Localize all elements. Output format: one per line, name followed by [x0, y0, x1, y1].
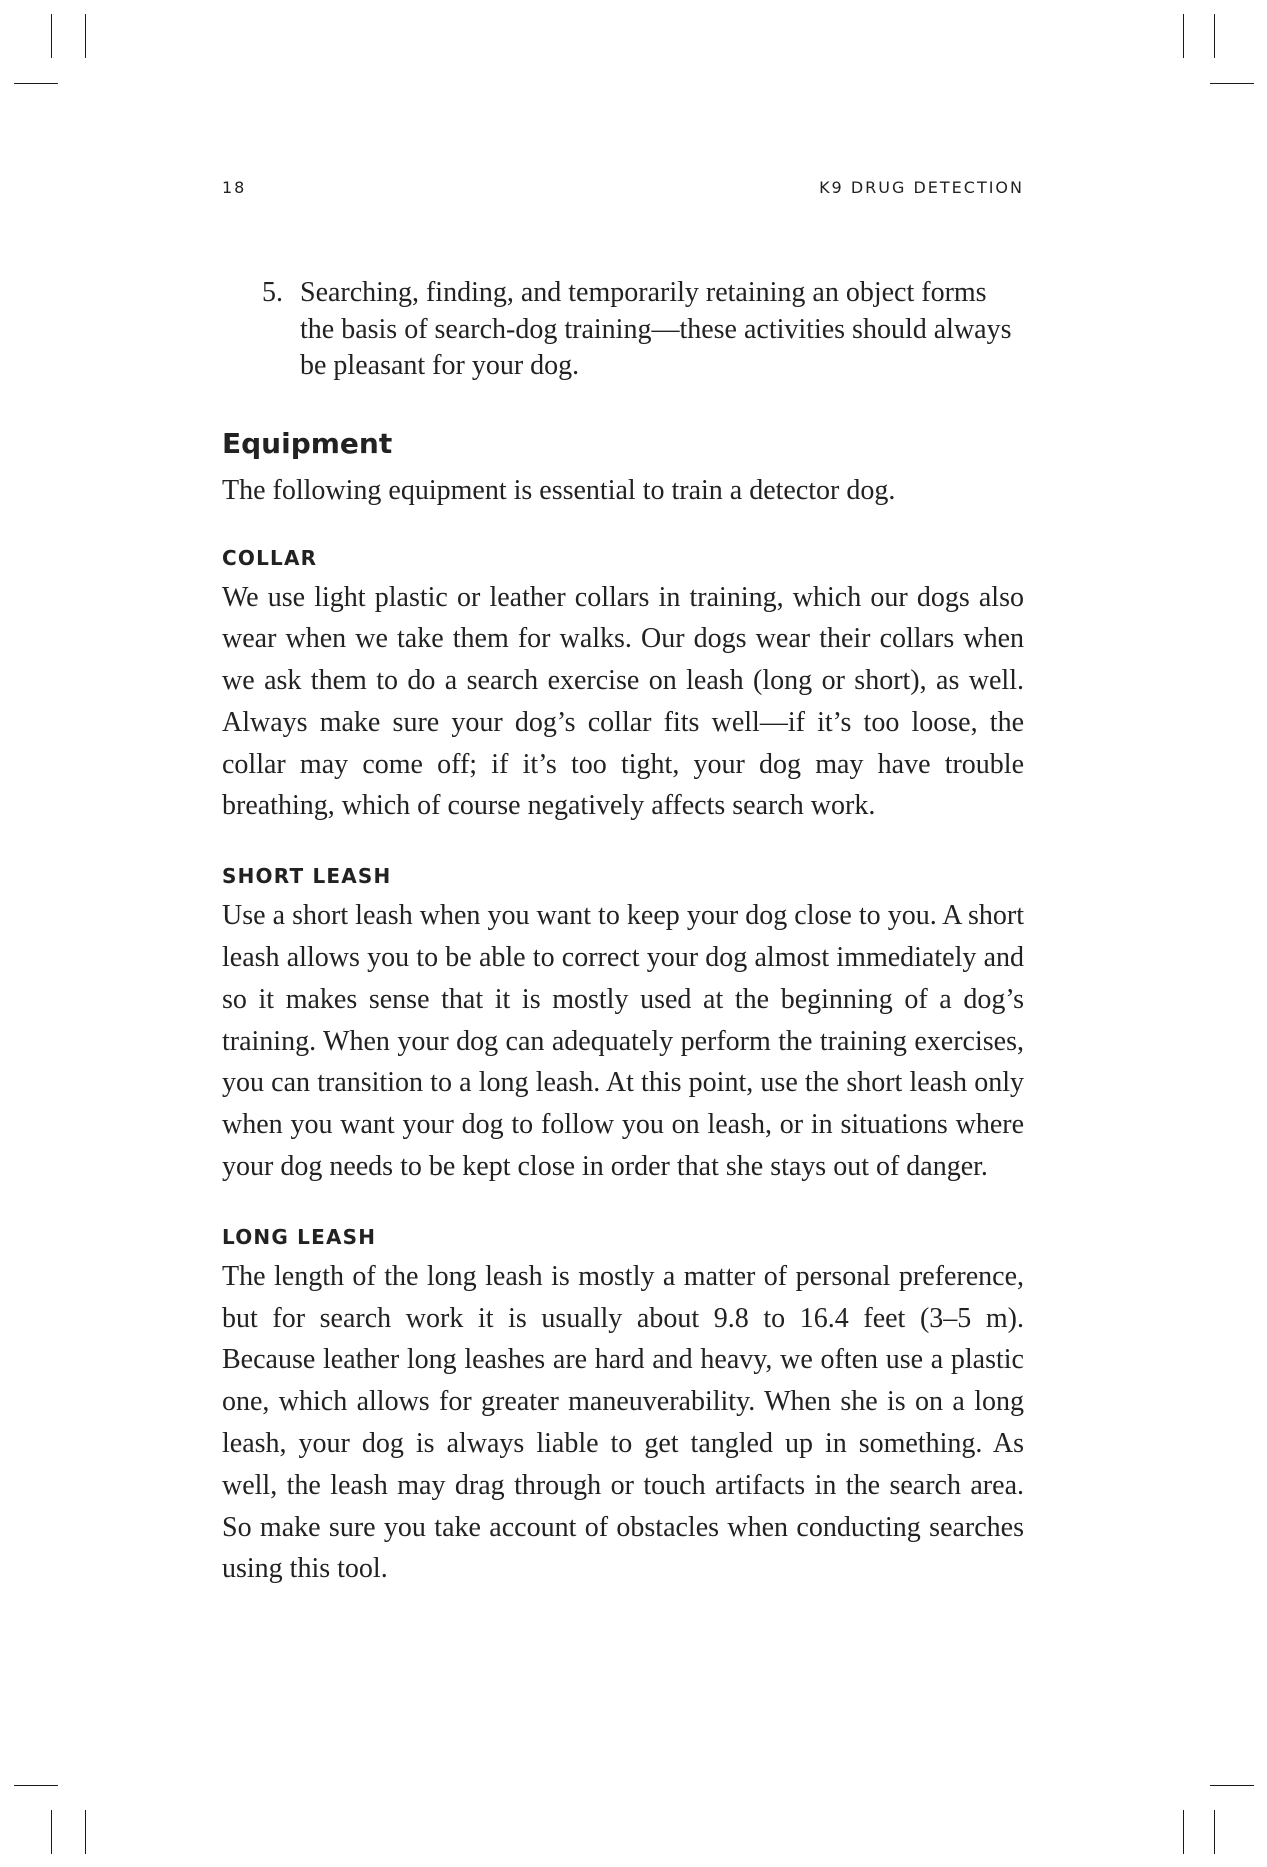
list-item	[262, 275, 1024, 385]
subsection-text-long-leash: The length of the long leash is mostly a matter of personal preference, but for search work it is usually about 9.8 to 16.4 feet (3–5 m). Because leather long leashes are hard and heavy, we often use a plastic one, which allows for greater maneuverability. When she is on a long leash, your dog is always liable to get tangled up in something. As well, the leash may drag through or touch artifacts in the search area. So make sure you take account of obstacles when conducting searches using this tool.	[222, 1260, 1024, 1585]
crop-mark	[1183, 14, 1184, 58]
section-heading: Equipment	[222, 426, 393, 460]
running-title: K9 DRUG DETECTION	[819, 178, 1024, 197]
subsection-heading-collar: COLLAR	[222, 545, 318, 570]
page-content	[222, 275, 1024, 1590]
subsection-heading-short-leash: SHORT LEASH	[222, 864, 392, 889]
crop-mark	[1210, 83, 1254, 84]
crop-mark	[85, 1810, 86, 1854]
section-intro: The following equipment is essential to train a detector dog.	[222, 474, 896, 506]
crop-mark	[14, 1785, 58, 1786]
crop-mark	[1183, 1810, 1184, 1854]
list-item-text: Searching, finding, and temporarily retaining an object forms the basis of search-dog training—these activities should always be pleasant for your dog.	[300, 277, 1012, 381]
page-number: 18	[222, 178, 247, 197]
crop-mark	[1214, 1810, 1215, 1854]
subsection-text-collar: We use light plastic or leather collars in training, which our dogs also wear when we take them for walks. Our dogs wear their collars when we ask them to do a search exercise on leash (long or short), as well. Always make sure your dog’s collar fits well—if it’s too loose, the collar may come off; if it’s too tight, your dog may have trouble breathing, which of course negatively affects search work.	[222, 581, 1024, 822]
crop-mark	[1214, 14, 1215, 58]
page-header	[222, 178, 1024, 200]
crop-mark	[51, 1810, 52, 1854]
crop-mark	[85, 14, 86, 58]
list-item-number: 5.	[262, 277, 283, 308]
crop-mark	[14, 83, 58, 84]
crop-mark	[1210, 1785, 1254, 1786]
subsection-text-short-leash: Use a short leash when you want to keep your dog close to you. A short leash allows you to be able to correct your dog almost immediately and so it makes sense that it is mostly used at the beginning of a dog’s training. When your dog can adequately perform the training exercises, you can transition to a long leash. At this point, use the short leash only when you want your dog to follow you on leash, or in situations where your dog needs to be kept close in order that she stays out of danger.	[222, 900, 1024, 1183]
crop-mark	[51, 14, 52, 58]
subsection-heading-long-leash: LONG LEASH	[222, 1224, 377, 1249]
